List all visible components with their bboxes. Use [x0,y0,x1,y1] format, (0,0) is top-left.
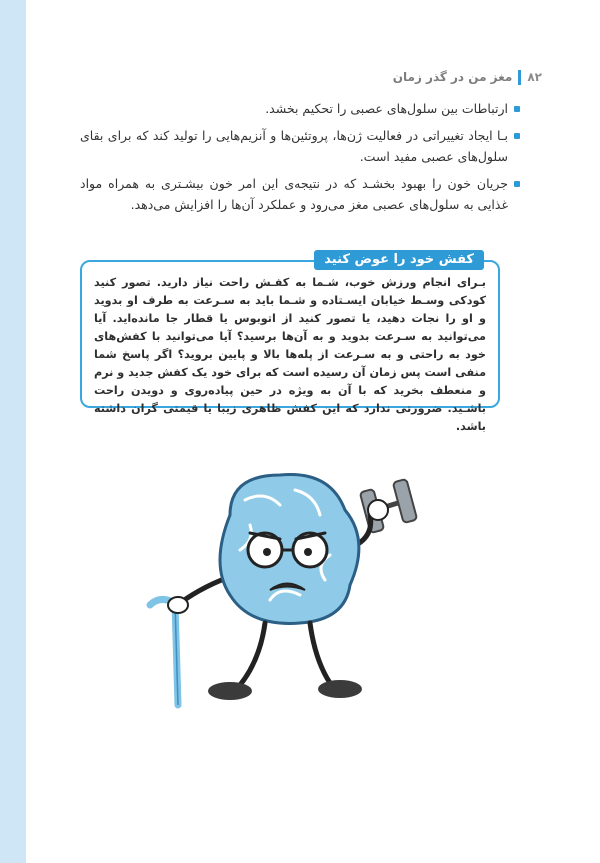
bullet-square-icon [514,133,520,139]
bullet-square-icon [514,181,520,187]
list-item [80,173,520,215]
tip-title: کفش خود را عوض کنید [314,250,484,270]
page-number: ۸۲ [527,70,542,84]
book-title: مغز من در گذر زمان [392,70,513,84]
page-header [122,66,542,88]
side-color-strip [0,0,26,863]
tired-brain-illustration-icon [130,455,440,710]
list-item [80,125,520,167]
list-item [80,98,520,119]
bullet-text: ارتباطات بین سلول‌های عصبی را تحکیم بخشد. [265,101,508,116]
header-divider [518,70,521,85]
tip-body: بـرای انجام ورزش خوب، شـما به کفـش راحت نیاز دارید. تصور کنید کودکی وسـط خیابان ایسـتاده و شـما باید به سـرعت به طرف او بدوید و او را نجات دهید، یا تصور کنید از اتوبوس یا قطار جا مانده‌اید. آیا می‌توانید به سـرعت بدوید و به آن‌ها برسید؟ آیا می‌توانید با کفش‌های خود به راحتی و به سـرعت از پله‌ها بالا و پایین بروید؟ اگر پاسخ شما منفی است پس زمان آن رسیده است که برای خود یک کفش جدید و نرم و منعطف بخرید که با آن به ویژه در حین پیاده‌روی و دویدن راحت باشـید. ضرورتی ندارد که این کفش ظاهری زیبا یا قیمتی گران داشته باشد. [94,276,486,433]
tip-box [80,252,500,433]
bullet-text: بـا ایجاد تغییراتی در فعالیت ژن‌ها، پروتئین‌ها و آنزیم‌هایی را تولید کند که برای بقای سلول‌های عصبی مفید است. [80,128,508,164]
bullet-square-icon [514,106,520,112]
bullet-list [80,98,520,221]
bullet-text: جریان خون را بهبود بخشـد که در نتیجه‌ی این امر خون بیشـتری به همراه مواد غذایی به سلول‌های عصبی مغز می‌رود و عملکرد آن‌ها را افزایش می‌دهد. [80,176,508,212]
